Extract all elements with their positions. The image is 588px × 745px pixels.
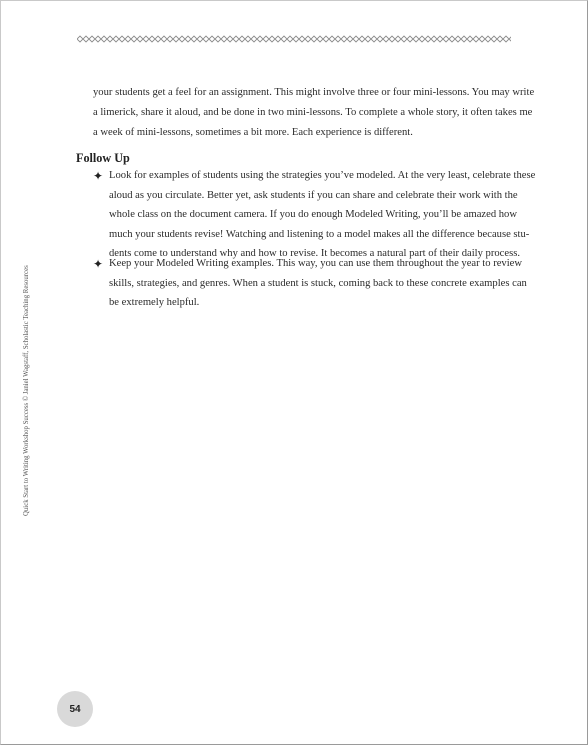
bullet-line: Keep your Modeled Writing examples. This way, you can use them throughout the year to review: [109, 258, 523, 269]
intro-paragraph: [93, 83, 535, 143]
bullet-line: dents come to understand why and how to revise. It becomes a natural part of their daily process.: [109, 248, 520, 259]
bullet-line: be extremely helpful.: [109, 297, 200, 308]
bullet-line: aloud as you circulate. Better yet, ask students if you can share and celebrate their work with the: [109, 189, 518, 201]
bullet-line: Look for examples of students using the strategies you’ve modeled. At the very least, celebrate these: [109, 170, 536, 181]
bullet-line: skills, strategies, and genres. When a student is stuck, coming back to these concrete examples can: [109, 277, 527, 289]
section-heading: Follow Up: [76, 151, 130, 165]
intro-line: your students get a feel for an assignment. This might involve three or four mini-lessons. You may write: [93, 87, 535, 98]
page-number: 54: [69, 703, 81, 715]
side-copyright-credit: Quick Start to Writing Workshop Success © Janiel Wagstaff, Scholastic Teaching Resources: [23, 265, 30, 516]
decorative-border-rule: [77, 35, 511, 43]
bullet-icon: ✦: [93, 169, 104, 183]
bullet-item: [109, 166, 536, 264]
intro-line: a week of mini-lessons, sometimes a bit more. Each experience is different.: [93, 127, 413, 138]
bullet-line: whole class on the document camera. If you do enough Modeled Writing, you’ll be amazed how: [109, 209, 518, 220]
bullet-line: much your students revise! Watching and listening to a model makes all the difference because stu-: [109, 228, 530, 240]
intro-line: a limerick, share it aloud, and be done in two mini-lessons. To complete a whole story, it often takes me: [93, 107, 533, 118]
page-number-badge: [57, 691, 93, 727]
bullet-icon: ✦: [93, 257, 104, 271]
bullet-item: [109, 254, 529, 313]
